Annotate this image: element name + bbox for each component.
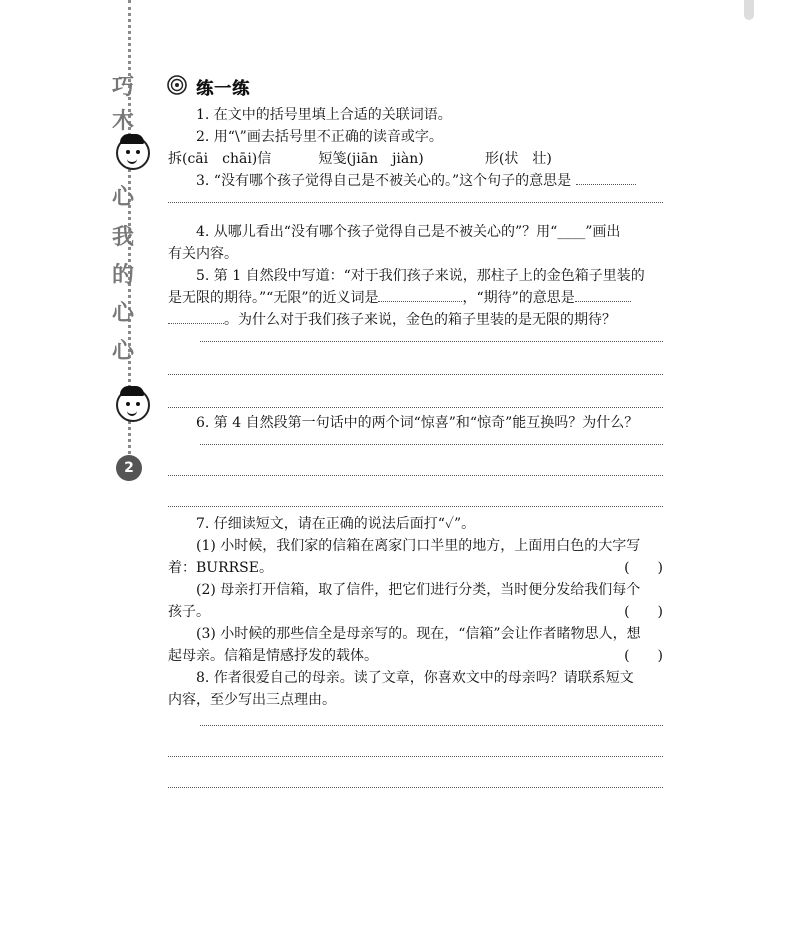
answer-line[interactable] xyxy=(168,407,663,408)
answer-blank[interactable] xyxy=(576,170,636,185)
answer-paren[interactable]: ( ) xyxy=(624,560,663,576)
q2-item: 形(状 壮) xyxy=(484,151,552,167)
answer-line[interactable] xyxy=(168,475,663,476)
margin-decor-char: 我 xyxy=(112,225,135,250)
question-3 xyxy=(168,170,663,192)
q7-item-1-line2: 着：BURRSE。 ( ) xyxy=(168,557,663,579)
answer-line[interactable] xyxy=(200,444,663,445)
q7-item-3-line2: 起母亲。信箱是情感抒发的载体。 ( ) xyxy=(168,645,663,667)
answer-line[interactable] xyxy=(168,202,663,203)
question-2: 2. 用“\”画去括号里不正确的读音或字。 xyxy=(196,129,443,145)
question-7: 7. 仔细读短文，请在正确的说法后面打“✓”。 xyxy=(196,516,476,532)
question-1: 1. 在文中的括号里填上合适的关联词语。 xyxy=(196,107,452,123)
question-8-line1: 8. 作者很爱自己的母亲。读了文章，你喜欢文中的母亲吗？请联系短文 xyxy=(196,670,634,686)
section-title: 练一练 xyxy=(196,79,250,99)
margin-decor-char: 心 xyxy=(112,339,135,364)
page-number: 2 xyxy=(116,455,142,481)
answer-line[interactable] xyxy=(168,756,663,757)
answer-line[interactable] xyxy=(200,725,663,726)
answer-blank[interactable] xyxy=(575,287,631,302)
worksheet-body xyxy=(168,104,663,788)
q7-item-2-line2: 孩子。 ( ) xyxy=(168,601,663,623)
cartoon-face-icon xyxy=(116,136,150,170)
swirl-icon xyxy=(166,74,188,96)
answer-line[interactable] xyxy=(168,506,663,507)
corner-mark xyxy=(744,0,754,20)
answer-line[interactable] xyxy=(200,341,663,342)
margin-decor-char: 巧 xyxy=(112,75,135,100)
question-5-line3: 。为什么对于我们孩子来说，金色的箱子里装的是无限的期待？ xyxy=(168,309,663,331)
question-8-line2: 内容，至少写出三点理由。 xyxy=(168,692,336,708)
margin-decor-char: 的 xyxy=(112,263,135,288)
q3-text: 3. “没有哪个孩子觉得自己是不被关心的。”这个句子的意思是 xyxy=(196,173,572,189)
question-4-line2: 有关内容。 xyxy=(168,246,238,262)
margin-decor-char: 木 xyxy=(112,109,135,134)
q2-item: 短笺(jiān jiàn) xyxy=(318,151,424,167)
margin-decor-char: 心 xyxy=(112,301,135,326)
q7-item-1-line1: (1) 小时候，我们家的信箱在离家门口半里的地方，上面用白色的大字写 xyxy=(196,538,641,554)
answer-line[interactable] xyxy=(168,374,663,375)
q7-item-2-line1: (2) 母亲打开信箱，取了信件，把它们进行分类，当时便分发给我们每个 xyxy=(196,582,641,598)
q7-item-3-line1: (3) 小时候的那些信全是母亲写的。现在，“信箱”会让作者睹物思人，想 xyxy=(196,626,641,642)
cartoon-face-icon xyxy=(116,388,150,422)
answer-blank[interactable] xyxy=(378,287,462,302)
question-5-line1: 5. 第 1 自然段中写道：“对于我们孩子来说，那柱子上的金色箱子里装的 xyxy=(196,268,645,284)
answer-paren[interactable]: ( ) xyxy=(624,604,663,620)
q2-item: 拆(cāi chāi)信 xyxy=(168,151,272,167)
margin-decor-char: 心 xyxy=(112,185,135,210)
answer-blank[interactable] xyxy=(168,309,224,324)
question-6: 6. 第 4 自然段第一句话中的两个词“惊喜”和“惊奇”能互换吗？为什么？ xyxy=(196,415,639,431)
answer-paren[interactable]: ( ) xyxy=(624,648,663,664)
question-5-line2: 是无限的期待。”“无限”的近义词是 ，“期待”的意思是 xyxy=(168,287,663,309)
question-4-line1: 4. 从哪儿看出“没有哪个孩子觉得自己是不被关心的”？用“____”画出 xyxy=(196,224,621,240)
answer-line[interactable] xyxy=(168,787,663,788)
question-2-items xyxy=(168,148,663,170)
